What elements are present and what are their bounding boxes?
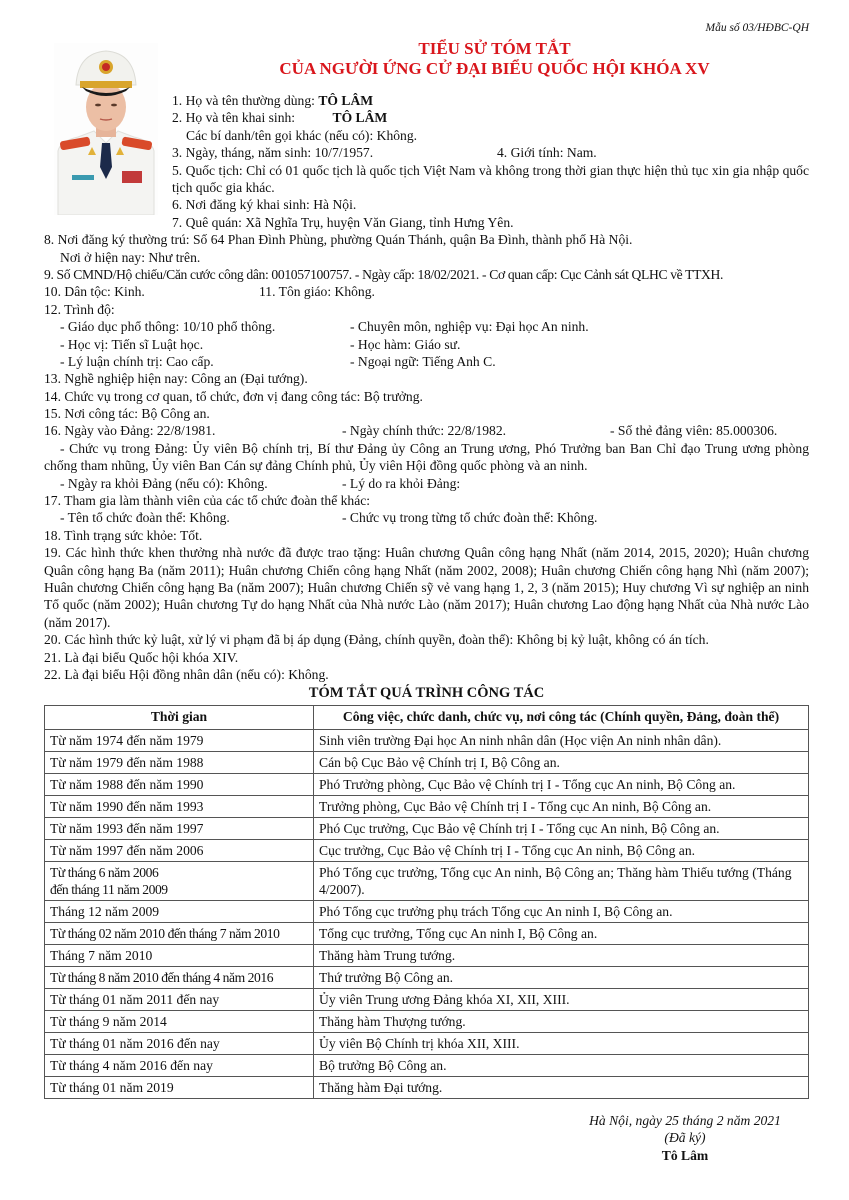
cell-time: Từ tháng 6 năm 2006 đến tháng 11 năm 2009: [45, 861, 314, 900]
field-peoples-council: 22. Là đại biểu Hội đồng nhân dân (nếu có): Không.: [44, 667, 329, 683]
field-id-card: 9. Số CMND/Hộ chiếu/Căn cước công dân: 001057100757. - Ngày cấp: 18/02/2021. - Cơ quan cấp: Cục Cảnh sát QLHC về TTXH.: [44, 266, 724, 282]
cell-position: Phó Cục trưởng, Cục Bảo vệ Chính trị I - Tổng cục An ninh, Bộ Công an.: [314, 817, 809, 839]
field-birth-registration: 6. Nơi đăng ký khai sinh: Hà Nội.: [172, 197, 357, 213]
field-ethnicity: 10. Dân tộc: Kinh.: [44, 284, 145, 300]
cell-position: Ủy viên Trung ương Đảng khóa XI, XII, XIII.: [314, 988, 809, 1010]
cell-position: Phó Tổng cục trưởng phụ trách Tổng cục An ninh I, Bộ Công an.: [314, 900, 809, 922]
table-row: [45, 839, 809, 861]
field-occupation: 13. Nghề nghiệp hiện nay: Công an (Đại tướng).: [44, 371, 308, 387]
table-row: [45, 1032, 809, 1054]
cell-position: Thứ trưởng Bộ Công an.: [314, 966, 809, 988]
field-nationality: [44, 162, 809, 197]
cell-position: Phó Trưởng phòng, Cục Bảo vệ Chính trị I - Tổng cục An ninh, Bộ Công an.: [314, 773, 809, 795]
cell-time: Từ tháng 02 năm 2010 đến tháng 7 năm 2010: [45, 922, 314, 944]
cell-position: Cục trưởng, Cục Bảo vệ Chính trị I - Tổng cục An ninh, Bộ Công an.: [314, 839, 809, 861]
table-row: [45, 729, 809, 751]
field-alias: Các bí danh/tên gọi khác (nếu có): Không.: [186, 127, 418, 143]
field-position: 14. Chức vụ trong cơ quan, tổ chức, đơn vị đang công tác: Bộ trưởng.: [44, 388, 423, 404]
signature-status: (Đã ký): [664, 1130, 706, 1146]
field-awards: 19. Các hình thức khen thưởng nhà nước đã được trao tặng: Huân chương Quân công hạng Nhất (năm 2014, 2015, 2020); Huân chương Quân công hạng Ba (năm 2011); Huân chương Chiến công hạng Nhất (năm 2002, 2008); Huân chương Chiến công hạng Nhì (năm 2007); Huân chương Chiến công hạng Ba (năm 2007); Huân chương Chiến sỹ vẻ vang hạng 1, 2, 3 (năm 2015); Huy chương Vì sự nghiệp an ninh Tổ quốc (năm 2002); Huân chương Tự do hạng Nhất của Nhà nước Lào (năm 2017); Huân chương Lao động hạng Nhất của Nhà nước Lào (năm 2017).: [44, 545, 809, 630]
cell-position: Phó Tổng cục trưởng, Tổng cục An ninh, Bộ Công an; Thăng hàm Thiếu tướng (Tháng 4/2007).: [314, 861, 809, 900]
cell-position: Trưởng phòng, Cục Bảo vệ Chính trị I - Tổng cục An ninh, Bộ Công an.: [314, 795, 809, 817]
signature-place-date: Hà Nội, ngày 25 tháng 2 năm 2021: [589, 1113, 781, 1128]
header-position: Công việc, chức danh, chức vụ, nơi công tác (Chính quyền, Đảng, đoàn thể): [314, 705, 809, 729]
field-common-name: [44, 92, 809, 109]
form-code: Mẫu số 03/HĐBC-QH: [705, 22, 809, 34]
cell-time: Từ năm 1979 đến năm 1988: [45, 751, 314, 773]
cell-time: Từ tháng 9 năm 2014: [45, 1010, 314, 1032]
field-religion: 11. Tôn giáo: Không.: [259, 284, 375, 300]
field-label: 2. Họ và tên khai sinh:: [172, 110, 296, 126]
field-permanent-residence: 8. Nơi đăng ký thường trú: Số 64 Phan Đình Phùng, phường Quán Thánh, quận Ba Đình, thành phố Hà Nội.: [44, 232, 633, 248]
field-education-label: 12. Trình độ:: [44, 301, 115, 317]
field-dob: 3. Ngày, tháng, năm sinh: 10/7/1957.: [172, 145, 374, 161]
education-row: [44, 318, 809, 335]
field-organizations: [44, 509, 809, 526]
table-row: [45, 900, 809, 922]
table-row: [45, 1076, 809, 1098]
work-history-table: [44, 705, 809, 1099]
table-row: [45, 773, 809, 795]
organization-role: - Chức vụ trong từng tổ chức đoàn thể: Không.: [342, 510, 598, 526]
table-row: [45, 988, 809, 1010]
table-row: [45, 1010, 809, 1032]
cell-time: Từ tháng 4 năm 2016 đến nay: [45, 1054, 314, 1076]
field-label: 1. Họ và tên thường dùng:: [172, 93, 315, 108]
party-leave-date: - Ngày ra khỏi Đảng (nếu có): Không.: [60, 475, 268, 491]
field-discipline: 20. Các hình thức kỷ luật, xử lý vi phạm đã bị áp dụng (Đảng, chính quyền, đoàn thể): Không bị kỷ luật, không có án tích.: [44, 632, 709, 648]
education-general: - Giáo dục phổ thông: 10/10 phổ thông.: [60, 319, 276, 335]
field-party-leave: [44, 475, 809, 492]
cell-position: Ủy viên Bộ Chính trị khóa XII, XIII.: [314, 1032, 809, 1054]
field-party-dates: [44, 422, 809, 439]
header-time: Thời gian: [45, 705, 314, 729]
table-row: [45, 1054, 809, 1076]
field-gender: 4. Giới tính: Nam.: [497, 145, 597, 161]
education-foreign-language: - Ngoại ngữ: Tiếng Anh C.: [350, 353, 496, 369]
education-degree: - Học vị: Tiến sĩ Luật học.: [60, 336, 204, 352]
signature-block: [560, 1112, 810, 1164]
cell-time: Từ năm 1997 đến năm 2006: [45, 839, 314, 861]
table-row: [45, 795, 809, 817]
table-row: [45, 751, 809, 773]
field-organizations-label: 17. Tham gia làm thành viên của các tổ chức đoàn thể khác:: [44, 493, 371, 509]
cell-position: Bộ trưởng Bộ Công an.: [314, 1054, 809, 1076]
field-hometown: 7. Quê quán: Xã Nghĩa Trụ, huyện Văn Giang, tỉnh Hưng Yên.: [172, 214, 514, 230]
table-row: [45, 861, 809, 900]
cell-time: Tháng 7 năm 2010: [45, 944, 314, 966]
table-row: [45, 966, 809, 988]
title-line-1: TIỂU SỬ TÓM TẮT: [418, 39, 571, 58]
common-name-value: TÔ LÂM: [318, 93, 374, 108]
field-current-residence: Nơi ở hiện nay: Như trên.: [60, 249, 201, 265]
party-card-number: - Số thẻ đảng viên: 85.000306.: [610, 423, 778, 439]
organization-name: - Tên tổ chức đoàn thể: Không.: [60, 510, 230, 526]
education-title: - Học hàm: Giáo sư.: [350, 336, 461, 352]
education-political-theory: - Lý luận chính trị: Cao cấp.: [60, 353, 214, 369]
field-workplace: 15. Nơi công tác: Bộ Công an.: [44, 406, 210, 422]
table-row: [45, 922, 809, 944]
field-ethnicity-religion: [44, 283, 809, 300]
cell-time: Từ năm 1974 đến năm 1979: [45, 729, 314, 751]
party-official-date: - Ngày chính thức: 22/8/1982.: [342, 423, 507, 439]
field-birth-name: [44, 109, 809, 126]
cell-time: Từ năm 1993 đến năm 1997: [45, 817, 314, 839]
nationality-text: 5. Quốc tịch: Chỉ có 01 quốc tịch là quốc tịch Việt Nam và không trong thời gian thực hiện thủ tục xin gia nhập quốc tịch quốc gia khác.: [172, 162, 809, 195]
education-specialty: - Chuyên môn, nghiệp vụ: Đại học An ninh.: [350, 319, 589, 335]
cell-time: Từ tháng 01 năm 2011 đến nay: [45, 988, 314, 1010]
document-title: [190, 39, 799, 79]
education-row: [44, 336, 809, 353]
work-history-rows: [45, 729, 809, 1098]
cell-time: Từ tháng 01 năm 2019: [45, 1076, 314, 1098]
cell-time: Tháng 12 năm 2009: [45, 900, 314, 922]
table-header-row: [45, 705, 809, 729]
party-leave-reason: - Lý do ra khỏi Đảng:: [342, 475, 461, 491]
cell-position: Tổng cục trưởng, Tổng cục An ninh I, Bộ Công an.: [314, 922, 809, 944]
birth-name-value: TÔ LÂM: [332, 110, 388, 126]
party-join-date: 16. Ngày vào Đảng: 22/8/1981.: [44, 423, 216, 439]
cell-position: Cán bộ Cục Bảo vệ Chính trị I, Bộ Công an.: [314, 751, 809, 773]
work-history-title: TÓM TẮT QUÁ TRÌNH CÔNG TÁC: [308, 685, 545, 702]
cell-time: Từ năm 1990 đến năm 1993: [45, 795, 314, 817]
field-party-role: - Chức vụ trong Đảng: Ủy viên Bộ chính trị, Bí thư Đảng ủy Công an Trung ương, Phó Trưởng ban Ban Chỉ đạo Trung ương phòng chống tham nhũng, Ủy viên Ban Cán sự đảng Chính phủ, Ủy viên Hội đồng quốc phòng và an ninh.: [44, 440, 809, 474]
field-health: 18. Tình trạng sức khỏe: Tốt.: [44, 527, 203, 543]
signature-name: Tô Lâm: [661, 1147, 709, 1163]
cell-time: Từ tháng 01 năm 2016 đến nay: [45, 1032, 314, 1054]
cell-time: Từ năm 1988 đến năm 1990: [45, 773, 314, 795]
field-dob-gender: [44, 144, 809, 161]
table-row: [45, 944, 809, 966]
education-row: [44, 353, 809, 370]
biography-content: [44, 92, 809, 1099]
cell-time: Từ tháng 8 năm 2010 đến tháng 4 năm 2016: [45, 966, 314, 988]
cell-position: Thăng hàm Thượng tướng.: [314, 1010, 809, 1032]
title-line-2: CỦA NGƯỜI ỨNG CỬ ĐẠI BIỂU QUỐC HỘI KHÓA XV: [279, 59, 710, 78]
cell-position: Thăng hàm Đại tướng.: [314, 1076, 809, 1098]
cell-position: Thăng hàm Trung tướng.: [314, 944, 809, 966]
table-row: [45, 817, 809, 839]
cell-position: Sinh viên trường Đại học An ninh nhân dân (Học viện An ninh nhân dân).: [314, 729, 809, 751]
field-national-assembly: 21. Là đại biểu Quốc hội khóa XIV.: [44, 649, 239, 665]
